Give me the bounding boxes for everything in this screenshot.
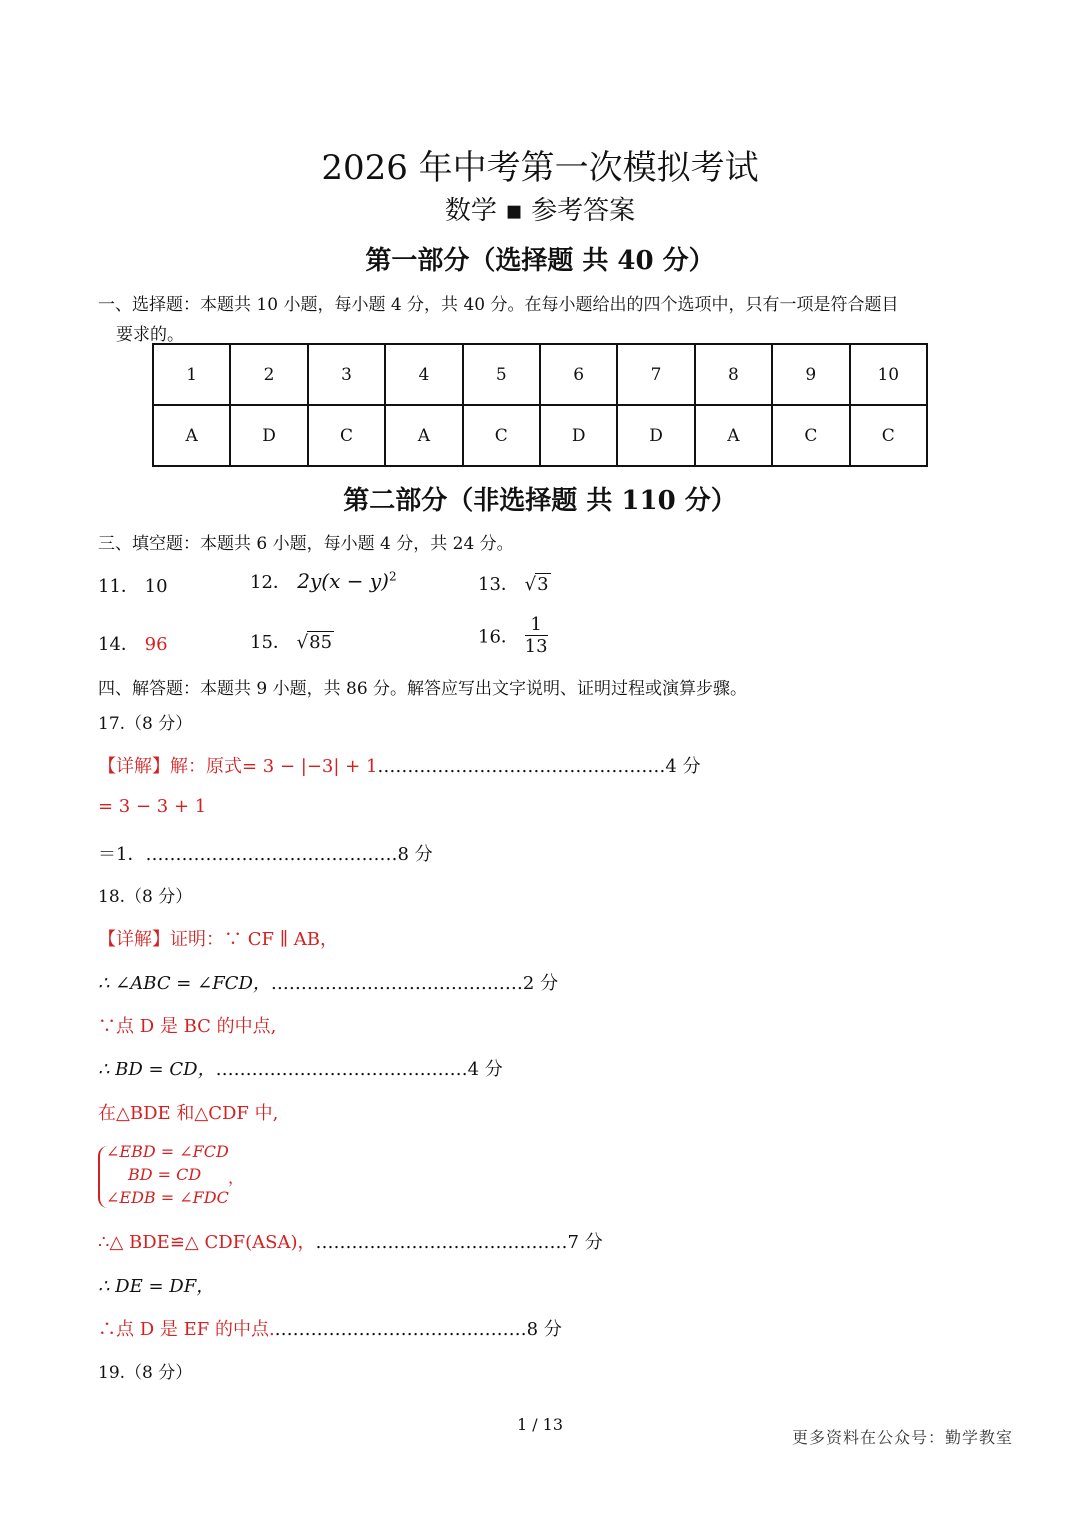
q18-line5: 在△BDE 和△CDF 中, bbox=[98, 1103, 279, 1124]
system-row: BD = CD bbox=[128, 1165, 202, 1184]
table-cell: C bbox=[850, 405, 927, 466]
answer-11 bbox=[98, 572, 168, 598]
table-cell: 9 bbox=[772, 344, 849, 405]
table-cell: 6 bbox=[540, 344, 617, 405]
q18-line7: ∴ DE = DF， bbox=[98, 1276, 215, 1297]
fill-section: 三、填空题：本题共 6 小题，每小题 4 分，共 24 分。 bbox=[98, 534, 514, 554]
table-cell: A bbox=[695, 405, 772, 466]
table-cell: C bbox=[772, 405, 849, 466]
answer-label: 11． bbox=[98, 576, 139, 597]
fraction bbox=[525, 614, 548, 657]
score-leader: …………………………………………4 分 bbox=[377, 756, 701, 777]
q18-line1 bbox=[98, 925, 338, 951]
answer-table-answers bbox=[153, 405, 927, 466]
table-cell: D bbox=[230, 405, 307, 466]
watermark: 更多资料在公众号：勤学教室 bbox=[792, 1428, 1014, 1447]
answer-value: 10 bbox=[144, 576, 168, 597]
fraction-numerator: 1 bbox=[525, 614, 548, 636]
q18-proof-start: 证明：∵ CF ∥ AB， bbox=[170, 929, 338, 950]
solve-section: 四、解答题：本题共 9 小题，共 86 分。解答应写出文字说明、证明过程或演算步骤。 bbox=[98, 679, 748, 699]
table-cell: 10 bbox=[850, 344, 927, 405]
score-leader: ……………………………………8 分 bbox=[274, 1319, 562, 1340]
q17-result: ＝1． bbox=[98, 844, 146, 865]
q18-line3: ∵点 D 是 BC 的中点, bbox=[98, 1016, 277, 1037]
system-comma: ， bbox=[228, 1168, 245, 1187]
part2-heading: 第二部分（非选择题 共 110 分） bbox=[343, 486, 737, 516]
answer-label: 14． bbox=[98, 634, 139, 655]
q17-line3 bbox=[98, 840, 433, 866]
q18-angle-eq: ∴ ∠ABC = ∠FCD， bbox=[98, 973, 271, 994]
q17-line2: = 3 − 3 + 1 bbox=[98, 796, 207, 817]
q18-line2 bbox=[98, 969, 558, 995]
fraction-denominator: 13 bbox=[524, 636, 548, 657]
table-cell: 5 bbox=[463, 344, 540, 405]
answer-12 bbox=[250, 568, 397, 594]
score-leader: ……………………………………7 分 bbox=[315, 1232, 603, 1253]
choice-section-line1: 一、选择题：本题共 10 小题，每小题 4 分，共 40 分。在每小题给出的四个选项中，只有一项是符合题目 bbox=[98, 295, 899, 315]
part1-heading: 第一部分（选择题 共 40 分） bbox=[365, 246, 715, 276]
q18-seg-eq: ∴ BD = CD， bbox=[98, 1059, 216, 1080]
answer-16 bbox=[478, 614, 548, 657]
detail-tag: 【详解】 bbox=[98, 756, 170, 777]
q19-label: 19.（8 分） bbox=[98, 1363, 193, 1383]
answer-value: 85 bbox=[309, 632, 333, 653]
answer-15 bbox=[250, 628, 334, 654]
table-cell: D bbox=[540, 405, 617, 466]
equation-system bbox=[98, 1142, 258, 1212]
page-title: 2026 年中考第一次模拟考试 bbox=[321, 148, 759, 188]
table-cell: 1 bbox=[153, 344, 230, 405]
sqrt-icon: √ bbox=[296, 632, 309, 653]
table-cell: 2 bbox=[230, 344, 307, 405]
table-cell: A bbox=[385, 405, 462, 466]
answer-value: 96 bbox=[144, 634, 168, 655]
table-cell: D bbox=[617, 405, 694, 466]
page-subtitle: 数学 ▪ 参考答案 bbox=[444, 196, 636, 226]
q18-line8 bbox=[98, 1315, 562, 1341]
q17-label: 17.（8 分） bbox=[98, 714, 193, 734]
page-number: 1 / 13 bbox=[516, 1415, 564, 1434]
sqrt-icon: √ bbox=[524, 574, 537, 595]
table-cell: 4 bbox=[385, 344, 462, 405]
table-cell: C bbox=[463, 405, 540, 466]
score-leader: ……………………………………2 分 bbox=[270, 973, 559, 994]
score-leader: ……………………………………8 分 bbox=[145, 844, 433, 865]
detail-tag: 【详解】 bbox=[98, 929, 170, 950]
table-cell: C bbox=[308, 405, 385, 466]
answer-value: 3 bbox=[537, 574, 549, 595]
answer-label: 13． bbox=[478, 574, 519, 595]
q17-line1 bbox=[98, 752, 701, 778]
answer-label: 16． bbox=[478, 626, 519, 648]
q18-line4 bbox=[98, 1055, 503, 1081]
answer-exponent: 2 bbox=[388, 569, 397, 584]
q17-expr1: 解：原式= 3 − |−3| + 1 bbox=[170, 756, 378, 777]
table-cell: 7 bbox=[617, 344, 694, 405]
table-cell: 3 bbox=[308, 344, 385, 405]
answer-label: 12． bbox=[250, 572, 291, 593]
system-row: ∠EDB = ∠FDC bbox=[106, 1188, 229, 1207]
q18-line6 bbox=[98, 1228, 603, 1254]
answer-table bbox=[152, 343, 928, 467]
answer-13 bbox=[478, 570, 551, 596]
score-leader: ……………………………………4 分 bbox=[215, 1059, 503, 1080]
q18-label: 18.（8 分） bbox=[98, 887, 193, 907]
q18-congruent: ∴△ BDE≌△ CDF(ASA)， bbox=[98, 1232, 316, 1253]
table-cell: A bbox=[153, 405, 230, 466]
answer-value: 2y(x − y) bbox=[297, 569, 389, 593]
choice-section-line2: 要求的。 bbox=[116, 325, 184, 345]
system-row: ∠EBD = ∠FCD bbox=[106, 1142, 229, 1161]
answer-table-numbers bbox=[153, 344, 927, 405]
answer-14 bbox=[98, 630, 168, 656]
table-cell: 8 bbox=[695, 344, 772, 405]
q18-conclusion: ∴点 D 是 EF 的中点. bbox=[98, 1319, 275, 1340]
answer-label: 15． bbox=[250, 632, 291, 653]
